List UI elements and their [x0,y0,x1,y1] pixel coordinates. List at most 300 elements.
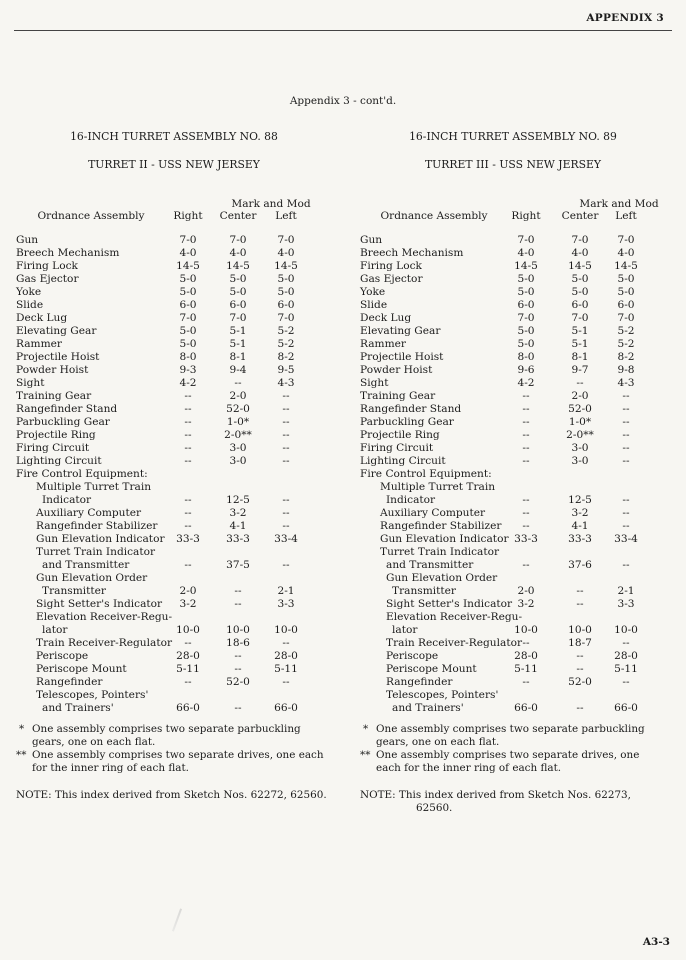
table-row [16,585,332,598]
right-value: -- [184,559,192,571]
center-value: 4-1 [571,520,589,532]
table-row [16,455,332,468]
assembly-name: lator [42,624,68,636]
center-value: 18-6 [226,637,250,649]
turret-column-right [360,130,666,815]
footnote-double-asterisk [360,749,666,775]
table-row [360,559,666,572]
center-value: -- [234,650,242,662]
continued-label: Appendix 3 - cont'd. [289,95,397,107]
left-value: 8-2 [277,351,295,363]
right-value: 6-0 [179,299,197,311]
footnotes [16,723,332,775]
right-value: -- [184,455,192,467]
assembly-name: Rangefinder [386,676,453,688]
turret-subtitle: TURRET III - USS NEW JERSEY [424,158,602,171]
left-value: 7-0 [617,312,635,324]
assembly-name: Sight Setter's Indicator [36,598,163,610]
center-value: 2-0 [571,390,589,402]
table-row [16,533,332,546]
left-value: 33-4 [614,533,638,545]
footnote-text: One assembly comprises two separate parbuckling gears, one on each flat. [376,723,645,748]
table-row [16,390,332,403]
left-value: 14-5 [614,260,638,272]
center-value: 10-0 [568,624,592,636]
index-note [360,789,666,815]
left-header: Left [275,210,297,222]
page-number: A3-3 [642,936,670,948]
left-value: 5-2 [617,325,635,337]
assembly-name: Elevation Receiver-Regu- [36,611,173,623]
left-value: -- [282,494,290,506]
center-value: 3-0 [229,442,247,454]
center-value: 10-0 [226,624,250,636]
left-value: 6-0 [617,299,635,311]
table-row [360,533,666,546]
center-value: -- [234,377,242,389]
right-value: -- [184,429,192,441]
footnote-double-asterisk [16,749,332,775]
table-row [360,689,666,702]
assembly-name: Multiple Turret Train [380,481,496,493]
assembly-name: Multiple Turret Train [36,481,152,493]
left-value: -- [282,442,290,454]
center-value: 5-0 [571,286,589,298]
table-row [360,650,666,663]
assembly-name: Periscope [386,650,439,662]
assembly-name: Gas Ejector [16,273,79,285]
left-value: 2-1 [617,585,635,597]
right-value: -- [522,390,530,402]
assembly-name: Projectile Hoist [16,351,100,363]
table-row [360,455,666,468]
assembly-name: Fire Control Equipment: [16,468,148,480]
right-value: -- [522,637,530,649]
right-value: 5-0 [179,338,197,350]
assembly-name: Firing Circuit [16,442,90,454]
center-value: 7-0 [229,312,247,324]
table-row [360,507,666,520]
center-value: 52-0 [226,676,250,688]
table-row [360,377,666,390]
table-row [16,442,332,455]
table-row [16,572,332,585]
table-row [16,520,332,533]
right-value: 8-0 [179,351,197,363]
assembly-title: 16-INCH TURRET ASSEMBLY NO. 88 [70,130,278,143]
right-value: 10-0 [176,624,200,636]
left-value: 7-0 [277,312,295,324]
assembly-name: Periscope Mount [36,663,127,675]
assembly-name: Firing Lock [16,260,78,272]
table-row [360,286,666,299]
table-row [16,702,332,715]
assembly-name: Projectile Ring [360,429,440,441]
center-value: 5-0 [571,273,589,285]
right-value: -- [522,494,530,506]
right-header: Right [173,210,203,222]
table-row [16,338,332,351]
mark-and-mod-header: Mark and Mod [231,198,311,210]
footnotes [360,723,666,775]
right-value: 4-0 [179,247,197,259]
center-value: 33-3 [226,533,250,545]
left-value: -- [622,507,630,519]
right-value: 5-0 [517,273,535,285]
table-row [16,299,332,312]
assembly-name: Auxiliary Computer [36,507,142,519]
table-row [360,494,666,507]
left-value: 33-4 [274,533,298,545]
footnote-single-asterisk [16,723,332,749]
table-row [360,468,666,481]
left-value: 66-0 [274,702,298,714]
footnote-mark: ** [360,749,371,761]
assembly-name: Slide [16,299,44,311]
table-row [360,676,666,689]
assembly-name: Rangefinder Stand [16,403,118,415]
center-value: 3-0 [571,455,589,467]
left-value: 8-2 [617,351,635,363]
center-value: 9-4 [229,364,247,376]
left-value: 5-2 [277,338,295,350]
left-value: 4-0 [277,247,295,259]
center-value: 52-0 [568,676,592,688]
table-row [16,286,332,299]
right-value: -- [184,676,192,688]
left-value: -- [622,520,630,532]
footnote-mark: * [363,723,369,735]
right-value: -- [184,507,192,519]
assembly-name: Gun Elevation Order [386,572,498,584]
center-value: 9-7 [571,364,589,376]
table-row [16,611,332,624]
left-value: -- [622,676,630,688]
assembly-name: Train Receiver-Regulator [36,637,173,649]
assembly-name: Transmitter [392,585,456,597]
table-header [16,198,332,228]
center-value: 5-1 [571,325,589,337]
left-value: 10-0 [274,624,298,636]
left-value: -- [282,416,290,428]
table-row [360,416,666,429]
center-value: 2-0** [566,429,594,441]
right-value: -- [522,442,530,454]
right-value: 4-0 [517,247,535,259]
right-value: -- [184,520,192,532]
assembly-name: Firing Circuit [360,442,434,454]
assembly-name: Fire Control Equipment: [360,468,492,480]
table-row [360,325,666,338]
table-row [16,403,332,416]
left-value: 3-3 [617,598,635,610]
left-header: Left [615,210,637,222]
table-row [16,481,332,494]
left-value: -- [622,442,630,454]
turret-subtitle: TURRET II - USS NEW JERSEY [88,158,260,171]
assembly-name: Deck Lug [16,312,68,324]
assembly-name: Sight [16,377,45,389]
right-value: 28-0 [514,650,538,662]
right-value: -- [522,429,530,441]
center-value: 1-0* [226,416,250,428]
table-row [16,416,332,429]
assembly-name: Turret Train Indicator [36,546,156,558]
table-row [16,663,332,676]
right-value: 5-0 [179,325,197,337]
left-value: -- [282,403,290,415]
table-row [360,351,666,364]
assembly-name: Slide [360,299,388,311]
left-value: -- [282,637,290,649]
left-value: -- [622,455,630,467]
left-value: -- [282,559,290,571]
assembly-name: and Transmitter [42,559,130,571]
table-row [16,624,332,637]
mark-and-mod-header: Mark and Mod [579,198,659,210]
assembly-name: Training Gear [16,390,92,402]
left-value: -- [282,676,290,688]
center-value: 8-1 [229,351,247,363]
index-note [16,789,332,802]
center-value: 2-0** [224,429,252,441]
table-row [16,546,332,559]
assembly-table [360,234,666,715]
center-value: 6-0 [229,299,247,311]
right-value: 28-0 [176,650,200,662]
assembly-name: Periscope Mount [386,663,477,675]
table-row [360,702,666,715]
center-value: 33-3 [568,533,592,545]
center-value: -- [576,702,584,714]
center-value: 52-0 [226,403,250,415]
table-row [360,312,666,325]
right-value: 14-5 [176,260,200,272]
table-row [16,351,332,364]
left-value: 5-0 [277,286,295,298]
right-value: 5-11 [176,663,200,675]
left-value: 4-3 [617,377,635,389]
left-value: 5-11 [614,663,638,675]
left-value: 5-0 [617,286,635,298]
table-row [360,598,666,611]
center-value: 5-0 [229,273,247,285]
right-value: 4-2 [179,377,197,389]
center-value: 52-0 [568,403,592,415]
center-value: 14-5 [568,260,592,272]
table-row [360,299,666,312]
assembly-name: Elevating Gear [16,325,97,337]
table-row [360,520,666,533]
left-value: -- [622,403,630,415]
right-value: 8-0 [517,351,535,363]
assembly-name: Rangefinder Stand [360,403,462,415]
left-value: 66-0 [614,702,638,714]
assembly-name: Gun Elevation Order [36,572,148,584]
assembly-table [16,234,332,715]
table-row [360,260,666,273]
assembly-name: Yoke [360,286,386,298]
table-row [360,611,666,624]
table-row [16,234,332,247]
right-value: -- [522,455,530,467]
left-value: 5-0 [277,273,295,285]
appendix-label: APPENDIX 3 [586,12,664,24]
assembly-name: lator [392,624,418,636]
right-value: -- [522,403,530,415]
center-value: 3-0 [571,442,589,454]
center-value: -- [576,663,584,675]
left-value: 5-0 [617,273,635,285]
right-value: 7-0 [179,312,197,324]
right-header: Right [511,210,541,222]
center-value: -- [576,585,584,597]
right-value: 7-0 [517,234,535,246]
assembly-name: Breech Mechanism [360,247,464,259]
table-row [360,403,666,416]
center-value: 4-1 [229,520,247,532]
center-value: -- [234,702,242,714]
assembly-name: Breech Mechanism [16,247,120,259]
assembly-title: 16-INCH TURRET ASSEMBLY NO. 89 [409,130,617,143]
left-value: 9-8 [617,364,635,376]
left-value: 10-0 [614,624,638,636]
assembly-name: Indicator [42,494,92,506]
table-row [16,260,332,273]
center-header: Center [561,210,599,222]
table-row [16,364,332,377]
right-value: -- [184,637,192,649]
left-value: 9-5 [277,364,295,376]
table-row [16,325,332,338]
center-value: 7-0 [571,234,589,246]
assembly-name: Projectile Hoist [360,351,444,363]
table-row [360,663,666,676]
assembly-name: Training Gear [360,390,436,402]
right-value: 66-0 [514,702,538,714]
turret-column-left [16,130,332,802]
left-value: -- [622,559,630,571]
assembly-name: Elevation Receiver-Regu- [386,611,523,623]
center-value: 18-7 [568,637,592,649]
center-value: 37-5 [226,559,250,571]
left-value: -- [622,390,630,402]
table-row [16,377,332,390]
right-value: 3-2 [179,598,197,610]
left-value: 4-0 [617,247,635,259]
center-value: -- [234,598,242,610]
left-value: -- [282,429,290,441]
table-row [360,624,666,637]
assembly-name: Gas Ejector [360,273,423,285]
table-row [16,247,332,260]
left-value: 14-5 [274,260,298,272]
assembly-name: Indicator [386,494,436,506]
left-value: -- [622,416,630,428]
footnote-single-asterisk [360,723,666,749]
center-value: 8-1 [571,351,589,363]
assembly-name: Sight [360,377,389,389]
table-row [360,338,666,351]
right-value: 5-0 [179,273,197,285]
footnote-text: One assembly comprises two separate drives, one each for the inner ring of each flat. [32,749,324,774]
table-row [360,390,666,403]
assembly-name: Telescopes, Pointers' [386,689,499,701]
center-value: 3-2 [571,507,589,519]
left-value: -- [622,494,630,506]
center-value: 5-0 [229,286,247,298]
table-row [360,481,666,494]
table-row [16,429,332,442]
center-value: 3-2 [229,507,247,519]
right-value: -- [522,520,530,532]
assembly-name: Parbuckling Gear [360,416,454,428]
right-value: 4-2 [517,377,535,389]
table-row [360,247,666,260]
left-value: -- [282,455,290,467]
left-value: 5-2 [617,338,635,350]
center-value: -- [576,650,584,662]
right-value: 2-0 [179,585,197,597]
assembly-name: Powder Hoist [16,364,89,376]
right-value: 5-0 [517,338,535,350]
center-value: 4-0 [229,247,247,259]
center-value: 1-0* [568,416,592,428]
right-value: 9-6 [517,364,535,376]
right-value: -- [184,416,192,428]
left-value: 2-1 [277,585,295,597]
footnote-mark: ** [16,749,27,761]
left-value: -- [282,520,290,532]
right-value: 5-0 [517,286,535,298]
center-value: 5-1 [571,338,589,350]
left-value: 3-3 [277,598,295,610]
table-row [360,364,666,377]
right-value: -- [522,416,530,428]
table-row [360,546,666,559]
right-value: 3-2 [517,598,535,610]
table-row [16,676,332,689]
table-row [16,507,332,520]
right-value: 66-0 [176,702,200,714]
center-value: 3-0 [229,455,247,467]
center-value: 7-0 [571,312,589,324]
footnote-text: One assembly comprises two separate drives, one each for the inner ring of each flat. [376,749,640,774]
center-value: 12-5 [226,494,250,506]
left-value: -- [622,429,630,441]
center-value: -- [576,377,584,389]
right-value: 9-3 [179,364,197,376]
assembly-name: Train Receiver-Regulator [386,637,523,649]
table-row [16,559,332,572]
right-value: 5-11 [514,663,538,675]
assembly-name: Rammer [360,338,406,350]
left-value: -- [282,507,290,519]
center-header: Center [219,210,257,222]
assembly-name: Sight Setter's Indicator [386,598,513,610]
left-value: 7-0 [277,234,295,246]
pencil-mark [172,908,182,931]
assembly-name: Periscope [36,650,89,662]
assembly-name: Gun [360,234,383,246]
table-row [16,312,332,325]
assembly-name: and Trainers' [42,702,114,714]
assembly-name: and Transmitter [386,559,474,571]
right-value: 2-0 [517,585,535,597]
table-row [360,585,666,598]
table-row [360,442,666,455]
table-row [360,234,666,247]
